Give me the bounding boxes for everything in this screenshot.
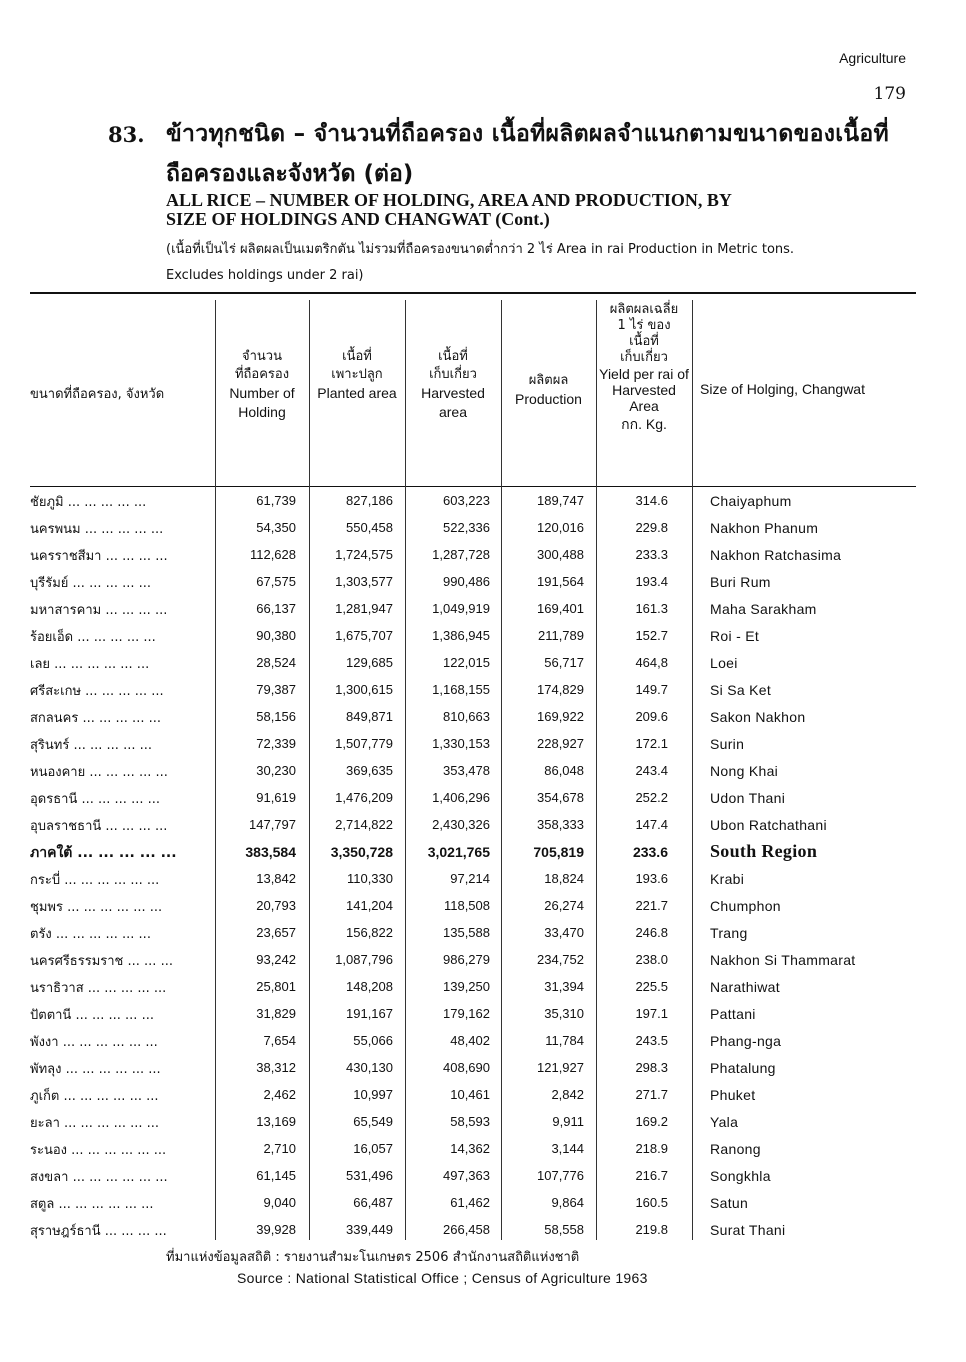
header-yield-thai4: เก็บเกี่ยว: [620, 350, 668, 365]
cell-number-of-holding: 38,312: [256, 1060, 296, 1075]
title-thai-line2: ถือครองและจังหวัด (ต่อ): [166, 161, 414, 187]
title-english-line1: ALL RICE – NUMBER OF HOLDING, AREA AND PRODUCTION, BY: [166, 190, 732, 210]
cell-number-of-holding: 28,524: [256, 655, 296, 670]
cell-production: 2,842: [551, 1087, 584, 1102]
cell-yield-per-rai: 233.6: [632, 844, 668, 860]
table-row: [0, 569, 966, 596]
cell-production: 120,016: [537, 520, 584, 535]
cell-planted-area: 550,458: [346, 520, 393, 535]
table-row: [0, 488, 966, 515]
cell-number-of-holding: 20,793: [256, 898, 296, 913]
table-row: [0, 866, 966, 893]
cell-number-of-holding: 79,387: [256, 682, 296, 697]
cell-harvested-area: 10,461: [450, 1087, 490, 1102]
cell-planted-area: 1,087,796: [335, 952, 393, 967]
cell-number-of-holding: 112,628: [249, 547, 296, 562]
cell-changwat-thai: บุรีรัมย์ ... ... ... ... ...: [30, 576, 152, 591]
cell-changwat-thai: ปัตตานี ... ... ... ... ...: [30, 1008, 154, 1023]
cell-yield-per-rai: 271.7: [635, 1087, 668, 1102]
cell-changwat-english: Ubon Ratchathani: [710, 817, 827, 833]
cell-planted-area: 55,066: [353, 1033, 393, 1048]
cell-planted-area: 10,997: [353, 1087, 393, 1102]
cell-yield-per-rai: 243.5: [635, 1033, 668, 1048]
table-row: [0, 1028, 966, 1055]
cell-harvested-area: 990,486: [443, 574, 490, 589]
cell-changwat-english: Phuket: [710, 1087, 756, 1103]
cell-changwat-thai: หนองคาย ... ... ... ... ...: [30, 765, 168, 780]
cell-harvested-area: 986,279: [443, 952, 490, 967]
cell-changwat-thai: อุดรธานี ... ... ... ... ...: [30, 792, 160, 807]
cell-changwat-thai: ตรัง ... ... ... ... ... ...: [30, 927, 151, 942]
cell-number-of-holding: 58,156: [256, 709, 296, 724]
cell-planted-area: 16,057: [353, 1141, 393, 1156]
table-row: [0, 785, 966, 812]
header-planted-area: [310, 348, 404, 403]
cell-number-of-holding: 7,654: [263, 1033, 296, 1048]
cell-number-of-holding: 25,801: [256, 979, 296, 994]
cell-harvested-area: 810,663: [443, 709, 490, 724]
cell-production: 9,864: [551, 1195, 584, 1210]
unit-note-line1: (เนื้อที่เป็นไร่ ผลิตผลเป็นเมตริกตัน ไม่รวมที่ถือครองขนาดต่ำกว่า 2 ไร่ Area in rai Production in Metric tons.: [166, 242, 795, 257]
cell-number-of-holding: 93,242: [256, 952, 296, 967]
cell-production: 228,927: [537, 736, 584, 751]
cell-planted-area: 1,300,615: [335, 682, 393, 697]
cell-harvested-area: 266,458: [443, 1222, 490, 1237]
cell-changwat-english: South Region: [710, 841, 818, 861]
cell-planted-area: 1,507,779: [335, 736, 393, 751]
cell-changwat-thai: ร้อยเอ็ด ... ... ... ... ...: [30, 630, 156, 645]
table-row: [0, 920, 966, 947]
cell-production: 189,747: [537, 493, 584, 508]
cell-changwat-english: Loei: [710, 655, 738, 671]
cell-production: 191,564: [537, 574, 584, 589]
cell-harvested-area: 497,363: [443, 1168, 490, 1183]
cell-changwat-english: Maha Sarakham: [710, 601, 817, 617]
cell-yield-per-rai: 246.8: [635, 925, 668, 940]
cell-planted-area: 1,303,577: [335, 574, 393, 589]
cell-changwat-thai: มหาสารคาม ... ... ... ...: [30, 603, 168, 618]
cell-production: 9,911: [552, 1114, 584, 1129]
cell-yield-per-rai: 160.5: [635, 1195, 668, 1210]
cell-production: 86,048: [544, 763, 584, 778]
running-head: Agriculture: [839, 50, 906, 66]
cell-changwat-thai: นราธิวาส ... ... ... ... ...: [30, 981, 167, 996]
cell-changwat-thai: ศรีสะเกษ ... ... ... ... ...: [30, 684, 164, 699]
cell-yield-per-rai: 193.6: [635, 871, 668, 886]
cell-changwat-thai: สตูล ... ... ... ... ... ...: [30, 1197, 154, 1212]
cell-harvested-area: 408,690: [443, 1060, 490, 1075]
cell-planted-area: 129,685: [346, 655, 393, 670]
cell-planted-area: 430,130: [346, 1060, 393, 1075]
table-row: [0, 1001, 966, 1028]
cell-number-of-holding: 90,380: [256, 628, 296, 643]
cell-planted-area: 1,281,947: [335, 601, 393, 616]
cell-number-of-holding: 2,710: [263, 1141, 296, 1156]
table-row: [0, 1055, 966, 1082]
table-row: [0, 947, 966, 974]
header-planted-en: Planted area: [317, 385, 397, 401]
cell-yield-per-rai: 193.4: [635, 574, 668, 589]
header-harvested-thai1: เนื้อที่: [438, 349, 468, 364]
cell-yield-per-rai: 243.4: [635, 763, 668, 778]
table-number: 83.: [108, 122, 145, 147]
header-yield-thai2: 1 ไร่ ของ: [617, 318, 671, 333]
cell-planted-area: 1,675,707: [335, 628, 393, 643]
cell-yield-per-rai: 252.2: [635, 790, 668, 805]
cell-planted-area: 156,822: [346, 925, 393, 940]
cell-production: 354,678: [537, 790, 584, 805]
cell-changwat-thai: อุบลราชธานี ... ... ... ...: [30, 819, 168, 834]
cell-changwat-english: Narathiwat: [710, 979, 780, 995]
table-row: [0, 596, 966, 623]
cell-planted-area: 339,449: [346, 1222, 393, 1237]
cell-yield-per-rai: 233.3: [635, 547, 668, 562]
header-holding-en: Number of Holding: [229, 385, 295, 420]
cell-production: 174,829: [537, 682, 584, 697]
header-size-thai: ขนาดที่ถือครอง, จังหวัด: [30, 387, 165, 402]
cell-production: 107,776: [537, 1168, 584, 1183]
cell-harvested-area: 139,250: [443, 979, 490, 994]
cell-yield-per-rai: 229.8: [635, 520, 668, 535]
cell-number-of-holding: 2,462: [263, 1087, 296, 1102]
header-holding-thai2: ที่ถือครอง: [234, 367, 290, 382]
cell-production: 11,784: [545, 1033, 584, 1048]
cell-production: 33,470: [544, 925, 584, 940]
cell-changwat-thai: เลย ... ... ... ... ... ...: [30, 657, 150, 672]
cell-yield-per-rai: 238.0: [635, 952, 668, 967]
table-row: [0, 731, 966, 758]
cell-number-of-holding: 61,145: [256, 1168, 296, 1183]
cell-changwat-english: Chaiyaphum: [710, 493, 792, 509]
cell-harvested-area: 1,049,919: [432, 601, 490, 616]
cell-changwat-thai: กระบี่ ... ... ... ... ... ...: [30, 873, 160, 888]
cell-planted-area: 2,714,822: [335, 817, 393, 832]
cell-yield-per-rai: 314.6: [635, 493, 668, 508]
header-yield-thai3: เนื้อที่: [629, 334, 659, 349]
table-row: [0, 974, 966, 1001]
cell-harvested-area: 135,588: [443, 925, 490, 940]
cell-harvested-area: 61,462: [450, 1195, 490, 1210]
table-row: [0, 1109, 966, 1136]
header-production: [502, 372, 595, 408]
cell-yield-per-rai: 147.4: [635, 817, 668, 832]
cell-changwat-thai: สุรินทร์ ... ... ... ... ...: [30, 738, 153, 753]
cell-yield-per-rai: 161.3: [635, 601, 668, 616]
cell-harvested-area: 179,162: [443, 1006, 490, 1021]
cell-number-of-holding: 39,928: [256, 1222, 296, 1237]
cell-number-of-holding: 67,575: [256, 574, 296, 589]
header-production-thai: ผลิตผล: [528, 373, 569, 388]
cell-number-of-holding: 72,339: [256, 736, 296, 751]
page-number: 179: [873, 84, 906, 104]
cell-production: 358,333: [537, 817, 584, 832]
cell-harvested-area: 1,168,155: [432, 682, 490, 697]
cell-harvested-area: 1,406,296: [432, 790, 490, 805]
header-harvested-area: [406, 348, 500, 422]
cell-production: 121,927: [537, 1060, 584, 1075]
cell-changwat-thai: นครศรีธรรมราช ... ... ...: [30, 954, 173, 969]
cell-changwat-thai: สกลนคร ... ... ... ... ...: [30, 711, 161, 726]
cell-yield-per-rai: 172.1: [635, 736, 668, 751]
table-row: [0, 1082, 966, 1109]
table-row: [0, 1190, 966, 1217]
table-row: [0, 704, 966, 731]
source-thai: ที่มาแห่งข้อมูลสถิติ : รายงานสำมะโนเกษตร 2506 สำนักงานสถิติแห่งชาติ: [166, 1250, 580, 1265]
table-row: [0, 1136, 966, 1163]
cell-number-of-holding: 147,797: [249, 817, 296, 832]
table-row: [0, 677, 966, 704]
cell-changwat-thai: สุราษฎร์ธานี ... ... ... ...: [30, 1224, 167, 1239]
cell-planted-area: 65,549: [353, 1114, 393, 1129]
title-english-line2: SIZE OF HOLDINGS AND CHANGWAT (Cont.): [166, 209, 550, 229]
table-row: [0, 1217, 966, 1244]
cell-yield-per-rai: 464,8: [635, 655, 668, 670]
cell-harvested-area: 97,214: [450, 871, 490, 886]
cell-yield-per-rai: 216.7: [635, 1168, 668, 1183]
cell-changwat-english: Krabi: [710, 871, 745, 887]
header-size-en: Size of Holging, Changwat: [700, 381, 865, 397]
cell-changwat-english: Nakhon Ratchasima: [710, 547, 842, 563]
cell-changwat-english: Nakhon Si Thammarat: [710, 952, 856, 968]
header-holding-thai1: จำนวน: [242, 349, 282, 364]
cell-changwat-english: Pattani: [710, 1006, 756, 1022]
cell-changwat-english: Nakhon Phanum: [710, 520, 819, 536]
title-thai-line1: ข้าวทุกชนิด – จำนวนที่ถือครอง เนื้อที่ผลิตผลจำแนกตามขนาดของเนื้อที่: [166, 121, 890, 147]
cell-production: 169,401: [537, 601, 584, 616]
cell-production: 234,752: [537, 952, 584, 967]
cell-production: 35,310: [544, 1006, 584, 1021]
cell-changwat-english: Udon Thani: [710, 790, 786, 806]
cell-planted-area: 369,635: [346, 763, 393, 778]
table-row: [0, 650, 966, 677]
table-row: [0, 758, 966, 785]
cell-yield-per-rai: 169.2: [635, 1114, 668, 1129]
cell-harvested-area: 3,021,765: [427, 844, 490, 860]
cell-changwat-english: Chumphon: [710, 898, 781, 914]
table-row: [0, 839, 966, 866]
table-row: [0, 893, 966, 920]
cell-harvested-area: 2,430,326: [432, 817, 490, 832]
cell-number-of-holding: 23,657: [256, 925, 296, 940]
header-yield-thai1: ผลิตผลเฉลี่ย: [609, 302, 679, 317]
cell-number-of-holding: 30,230: [256, 763, 296, 778]
source-english: Source : National Statistical Office ; Census of Agriculture 1963: [237, 1270, 648, 1286]
cell-harvested-area: 14,362: [450, 1141, 490, 1156]
cell-harvested-area: 353,478: [443, 763, 490, 778]
header-yield-unit: กก. Kg.: [621, 416, 667, 432]
cell-number-of-holding: 54,350: [256, 520, 296, 535]
cell-number-of-holding: 9,040: [263, 1195, 296, 1210]
cell-production: 56,717: [544, 655, 584, 670]
cell-changwat-english: Phang-nga: [710, 1033, 782, 1049]
cell-yield-per-rai: 218.9: [635, 1141, 668, 1156]
cell-number-of-holding: 66,137: [256, 601, 296, 616]
cell-changwat-thai: ยะลา ... ... ... ... ... ...: [30, 1116, 160, 1131]
cell-number-of-holding: 91,619: [256, 790, 296, 805]
cell-planted-area: 531,496: [346, 1168, 393, 1183]
cell-changwat-english: Trang: [710, 925, 748, 941]
cell-number-of-holding: 31,829: [256, 1006, 296, 1021]
cell-changwat-thai: ชัยภูมิ ... ... ... ... ...: [30, 495, 147, 510]
cell-yield-per-rai: 225.5: [635, 979, 668, 994]
table-row: [0, 542, 966, 569]
table-row: [0, 812, 966, 839]
cell-production: 58,558: [544, 1222, 584, 1237]
cell-planted-area: 1,476,209: [335, 790, 393, 805]
cell-changwat-thai: สงขลา ... ... ... ... ... ...: [30, 1170, 168, 1185]
cell-yield-per-rai: 152.7: [635, 628, 668, 643]
cell-yield-per-rai: 298.3: [635, 1060, 668, 1075]
cell-changwat-english: Phatalung: [710, 1060, 776, 1076]
cell-planted-area: 3,350,728: [330, 844, 393, 860]
cell-harvested-area: 122,015: [443, 655, 490, 670]
cell-planted-area: 148,208: [346, 979, 393, 994]
cell-harvested-area: 48,402: [450, 1033, 490, 1048]
cell-harvested-area: 1,330,153: [432, 736, 490, 751]
cell-planted-area: 191,167: [346, 1006, 393, 1021]
cell-changwat-thai: นครพนม ... ... ... ... ...: [30, 522, 164, 537]
cell-harvested-area: 522,336: [443, 520, 490, 535]
cell-production: 18,824: [544, 871, 584, 886]
cell-changwat-thai: ชุมพร ... ... ... ... ... ...: [30, 900, 163, 915]
cell-number-of-holding: 383,584: [245, 844, 296, 860]
unit-note-line2: Excludes holdings under 2 rai): [166, 268, 364, 283]
table-header-rule: [30, 486, 916, 487]
cell-harvested-area: 118,508: [443, 898, 490, 913]
cell-planted-area: 66,487: [353, 1195, 393, 1210]
header-production-en: Production: [515, 391, 582, 407]
cell-changwat-english: Roi - Et: [710, 628, 760, 644]
cell-harvested-area: 58,593: [450, 1114, 490, 1129]
table-row: [0, 1163, 966, 1190]
cell-changwat-english: Ranong: [710, 1141, 761, 1157]
cell-yield-per-rai: 221.7: [635, 898, 668, 913]
header-planted-thai1: เนื้อที่: [342, 349, 372, 364]
cell-changwat-english: Sakon Nakhon: [710, 709, 806, 725]
header-yield: [597, 302, 691, 432]
cell-production: 26,274: [544, 898, 584, 913]
cell-production: 169,922: [537, 709, 584, 724]
cell-changwat-thai: พังงา ... ... ... ... ... ...: [30, 1035, 158, 1050]
cell-planted-area: 1,724,575: [335, 547, 393, 562]
header-number-of-holding: [216, 348, 308, 422]
header-harvested-en: Harvested area: [421, 385, 485, 420]
cell-changwat-english: Songkhla: [710, 1168, 771, 1184]
cell-yield-per-rai: 197.1: [635, 1006, 668, 1021]
cell-changwat-thai: ระนอง ... ... ... ... ... ...: [30, 1143, 167, 1158]
cell-number-of-holding: 13,169: [256, 1114, 296, 1129]
cell-production: 300,488: [537, 547, 584, 562]
cell-changwat-english: Yala: [710, 1114, 739, 1130]
cell-number-of-holding: 13,842: [256, 871, 296, 886]
cell-changwat-english: Nong Khai: [710, 763, 779, 779]
cell-changwat-thai: ภาคใต้ ... ... ... ... ...: [30, 845, 177, 861]
cell-changwat-english: Satun: [710, 1195, 749, 1211]
cell-yield-per-rai: 219.8: [635, 1222, 668, 1237]
cell-production: 3,144: [551, 1141, 584, 1156]
cell-changwat-english: Si Sa Ket: [710, 682, 772, 698]
table-top-rule: [30, 292, 916, 294]
cell-changwat-thai: ภูเก็ต ... ... ... ... ... ...: [30, 1089, 159, 1104]
cell-production: 211,789: [537, 628, 584, 643]
cell-planted-area: 110,330: [346, 871, 393, 886]
cell-changwat-thai: พัทลุง ... ... ... ... ... ...: [30, 1062, 161, 1077]
cell-production: 705,819: [533, 844, 584, 860]
cell-planted-area: 827,186: [346, 493, 393, 508]
table-row: [0, 623, 966, 650]
table-row: [0, 515, 966, 542]
cell-changwat-english: Surin: [710, 736, 745, 752]
cell-planted-area: 141,204: [346, 898, 393, 913]
cell-changwat-english: Buri Rum: [710, 574, 771, 590]
header-harvested-thai2: เก็บเกี่ยว: [429, 367, 477, 382]
cell-harvested-area: 603,223: [443, 493, 490, 508]
cell-harvested-area: 1,287,728: [432, 547, 490, 562]
cell-yield-per-rai: 149.7: [635, 682, 668, 697]
cell-changwat-thai: นครราชสีมา ... ... ... ...: [30, 549, 168, 564]
header-yield-en: Yield per rai of Harvested Area: [599, 366, 689, 414]
cell-number-of-holding: 61,739: [256, 493, 296, 508]
cell-planted-area: 849,871: [346, 709, 393, 724]
cell-harvested-area: 1,386,945: [432, 628, 490, 643]
cell-production: 31,394: [544, 979, 584, 994]
cell-changwat-english: Surat Thani: [710, 1222, 786, 1238]
cell-yield-per-rai: 209.6: [635, 709, 668, 724]
header-planted-thai2: เพาะปลูก: [331, 367, 383, 382]
